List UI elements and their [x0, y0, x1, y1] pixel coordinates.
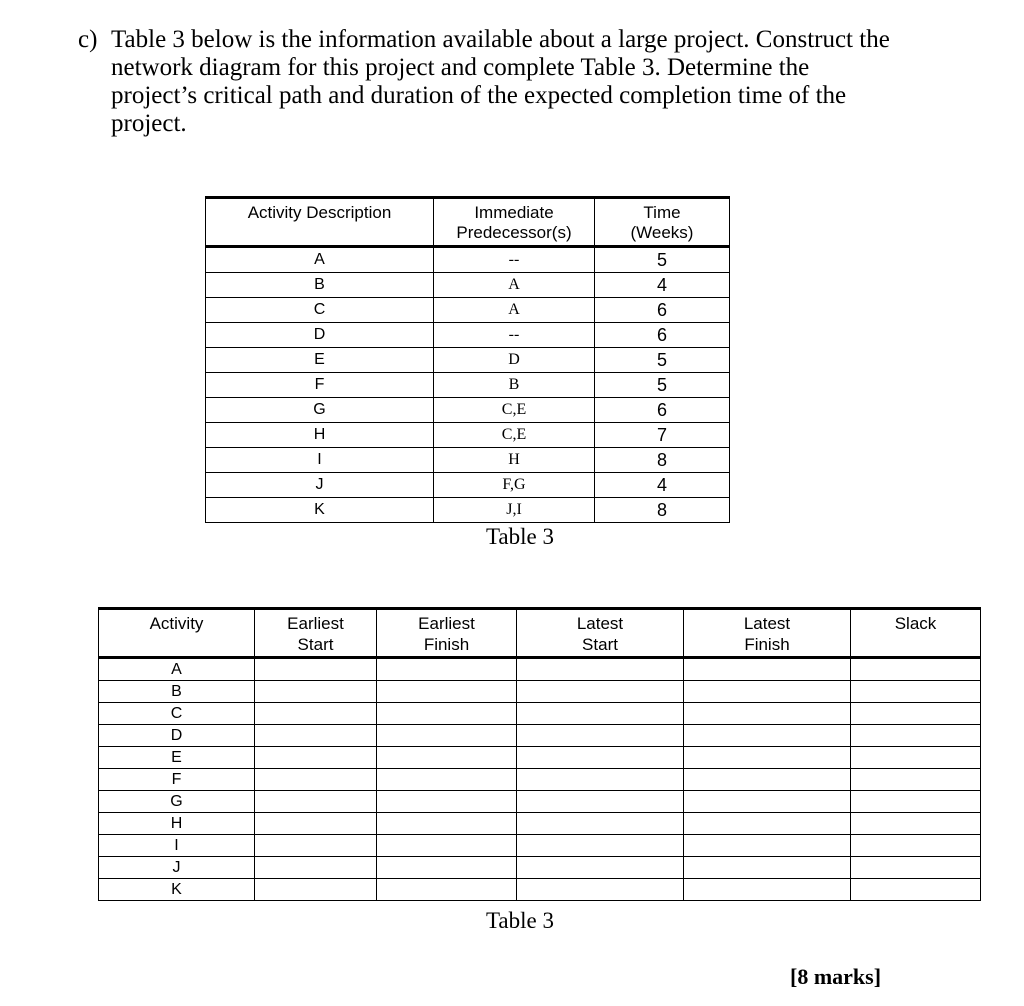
- latest-start-cell[interactable]: [517, 703, 684, 725]
- predecessor-cell: --: [434, 323, 595, 348]
- time-cell: 4: [595, 473, 730, 498]
- activity-cell: K: [99, 879, 255, 901]
- activity-cell: G: [99, 791, 255, 813]
- activity-cell: I: [99, 835, 255, 857]
- slack-cell[interactable]: [851, 791, 981, 813]
- table-row: [206, 398, 730, 423]
- activity-cell: G: [206, 398, 434, 423]
- table-row: [206, 448, 730, 473]
- activity-cell: C: [99, 703, 255, 725]
- time-cell: 5: [595, 247, 730, 273]
- activity-cell: J: [99, 857, 255, 879]
- table-row: [99, 681, 981, 703]
- header-activity-description: Activity Description: [206, 198, 434, 247]
- activity-cell: B: [206, 273, 434, 298]
- activity-cell: E: [99, 747, 255, 769]
- predecessor-cell: F,G: [434, 473, 595, 498]
- earliest-start-cell[interactable]: [255, 857, 377, 879]
- slack-cell[interactable]: [851, 725, 981, 747]
- latest-start-cell[interactable]: [517, 879, 684, 901]
- predecessor-cell: C,E: [434, 423, 595, 448]
- earliest-start-cell[interactable]: [255, 725, 377, 747]
- table-caption: Table 3: [485, 908, 554, 933]
- schedule-table-header: [99, 609, 981, 658]
- header-latest-finish: Latest Finish: [684, 609, 851, 658]
- table-row: [206, 498, 730, 523]
- slack-cell[interactable]: [851, 879, 981, 901]
- latest-start-cell[interactable]: [517, 747, 684, 769]
- table-row: [206, 473, 730, 498]
- activity-cell: F: [206, 373, 434, 398]
- latest-finish-cell[interactable]: [684, 658, 851, 681]
- question-line: project.: [111, 110, 187, 137]
- latest-finish-cell[interactable]: [684, 747, 851, 769]
- activity-cell: F: [99, 769, 255, 791]
- earliest-finish-cell[interactable]: [377, 725, 517, 747]
- activity-cell: C: [206, 298, 434, 323]
- table-row: [99, 703, 981, 725]
- latest-start-cell[interactable]: [517, 835, 684, 857]
- marks-label: [8 marks]: [790, 964, 882, 989]
- earliest-start-cell[interactable]: [255, 681, 377, 703]
- slack-cell[interactable]: [851, 813, 981, 835]
- header-slack: Slack: [851, 609, 981, 658]
- activity-cell: B: [99, 681, 255, 703]
- question-line: project’s critical path and duration of the expected completion time of the: [111, 82, 847, 109]
- question-text: [78, 26, 938, 138]
- latest-start-cell[interactable]: [517, 769, 684, 791]
- earliest-finish-cell[interactable]: [377, 658, 517, 681]
- table-row: [206, 273, 730, 298]
- predecessor-cell: A: [434, 298, 595, 323]
- header-earliest-start: Earliest Start: [255, 609, 377, 658]
- latest-finish-cell[interactable]: [684, 879, 851, 901]
- latest-start-cell[interactable]: [517, 681, 684, 703]
- activity-cell: K: [206, 498, 434, 523]
- time-cell: 4: [595, 273, 730, 298]
- header-latest-start: Latest Start: [517, 609, 684, 658]
- table-row: [206, 323, 730, 348]
- table-row: [99, 857, 981, 879]
- question-line: network diagram for this project and complete Table 3. Determine the: [111, 54, 810, 81]
- predecessor-cell: A: [434, 273, 595, 298]
- earliest-start-cell[interactable]: [255, 835, 377, 857]
- earliest-start-cell[interactable]: [255, 813, 377, 835]
- activity-cell: I: [206, 448, 434, 473]
- time-cell: 6: [595, 323, 730, 348]
- predecessor-cell: H: [434, 448, 595, 473]
- question-line: Table 3 below is the information available about a large project. Construct the: [111, 26, 890, 53]
- earliest-finish-cell[interactable]: [377, 857, 517, 879]
- earliest-finish-cell[interactable]: [377, 703, 517, 725]
- latest-finish-cell[interactable]: [684, 769, 851, 791]
- table-row: [206, 423, 730, 448]
- latest-finish-cell[interactable]: [684, 725, 851, 747]
- question-label: c): [78, 26, 98, 53]
- predecessor-cell: J,I: [434, 498, 595, 523]
- slack-cell[interactable]: [851, 769, 981, 791]
- earliest-finish-cell[interactable]: [377, 813, 517, 835]
- table-caption: Table 3: [485, 524, 554, 549]
- activity-table-header: [206, 198, 730, 247]
- earliest-start-cell[interactable]: [255, 769, 377, 791]
- latest-start-cell[interactable]: [517, 725, 684, 747]
- slack-cell[interactable]: [851, 835, 981, 857]
- earliest-start-cell[interactable]: [255, 879, 377, 901]
- activity-cell: D: [99, 725, 255, 747]
- earliest-start-cell[interactable]: [255, 791, 377, 813]
- predecessor-cell: --: [434, 247, 595, 273]
- slack-cell[interactable]: [851, 857, 981, 879]
- latest-finish-cell[interactable]: [684, 681, 851, 703]
- predecessor-cell: B: [434, 373, 595, 398]
- slack-cell[interactable]: [851, 703, 981, 725]
- latest-start-cell[interactable]: [517, 857, 684, 879]
- earliest-finish-cell[interactable]: [377, 681, 517, 703]
- slack-cell[interactable]: [851, 747, 981, 769]
- earliest-start-cell[interactable]: [255, 747, 377, 769]
- latest-start-cell[interactable]: [517, 813, 684, 835]
- predecessor-cell: D: [434, 348, 595, 373]
- table-row: [99, 813, 981, 835]
- activity-cell: E: [206, 348, 434, 373]
- table-row: [99, 791, 981, 813]
- earliest-finish-cell[interactable]: [377, 747, 517, 769]
- time-cell: 8: [595, 448, 730, 473]
- activity-cell: J: [206, 473, 434, 498]
- activity-cell: H: [99, 813, 255, 835]
- table-row: [206, 247, 730, 273]
- activity-cell: A: [99, 658, 255, 681]
- earliest-finish-cell[interactable]: [377, 791, 517, 813]
- predecessor-cell: C,E: [434, 398, 595, 423]
- earliest-start-cell[interactable]: [255, 703, 377, 725]
- time-cell: 6: [595, 398, 730, 423]
- table-row: [99, 879, 981, 901]
- latest-finish-cell[interactable]: [684, 791, 851, 813]
- activity-cell: D: [206, 323, 434, 348]
- latest-finish-cell[interactable]: [684, 703, 851, 725]
- slack-cell[interactable]: [851, 658, 981, 681]
- activity-cell: H: [206, 423, 434, 448]
- schedule-table-body: [99, 658, 981, 901]
- table-row: [99, 747, 981, 769]
- table-row: [99, 769, 981, 791]
- table-row: [206, 373, 730, 398]
- latest-start-cell[interactable]: [517, 658, 684, 681]
- schedule-table: [98, 607, 981, 901]
- latest-finish-cell[interactable]: [684, 835, 851, 857]
- latest-finish-cell[interactable]: [684, 857, 851, 879]
- table-row: [99, 725, 981, 747]
- time-cell: 7: [595, 423, 730, 448]
- time-cell: 5: [595, 373, 730, 398]
- time-cell: 6: [595, 298, 730, 323]
- header-earliest-finish: Earliest Finish: [377, 609, 517, 658]
- latest-start-cell[interactable]: [517, 791, 684, 813]
- table-row: [99, 658, 981, 681]
- table-row: [206, 298, 730, 323]
- latest-finish-cell[interactable]: [684, 813, 851, 835]
- header-time-weeks: Time (Weeks): [595, 198, 730, 247]
- activity-table: [205, 196, 730, 523]
- activity-cell: A: [206, 247, 434, 273]
- question-body: [111, 26, 938, 138]
- earliest-finish-cell[interactable]: [377, 835, 517, 857]
- table-row: [99, 835, 981, 857]
- header-immediate-predecessors: Immediate Predecessor(s): [434, 198, 595, 247]
- time-cell: 8: [595, 498, 730, 523]
- earliest-finish-cell[interactable]: [377, 769, 517, 791]
- header-activity: Activity: [99, 609, 255, 658]
- time-cell: 5: [595, 348, 730, 373]
- table-row: [206, 348, 730, 373]
- earliest-start-cell[interactable]: [255, 658, 377, 681]
- earliest-finish-cell[interactable]: [377, 879, 517, 901]
- slack-cell[interactable]: [851, 681, 981, 703]
